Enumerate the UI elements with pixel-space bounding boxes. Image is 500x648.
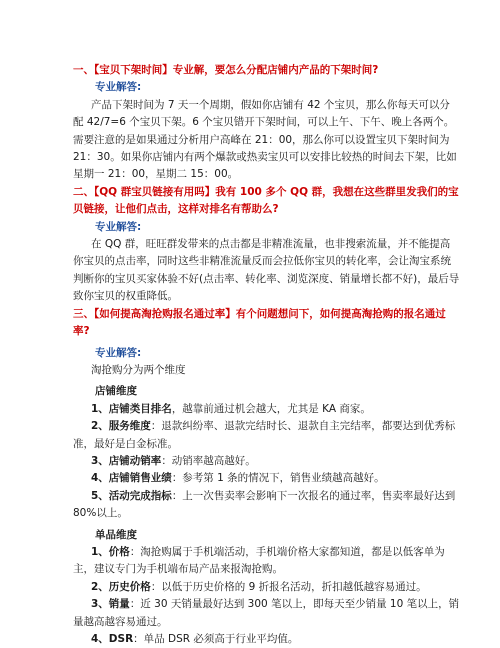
store-item xyxy=(73,418,460,453)
product-item xyxy=(73,631,460,648)
store-item-desc: ，越靠前通过机会越大，尤其是 KA 商家。 xyxy=(171,402,371,415)
store-item-desc: ：上一次售卖率会影响下一次报名的通过率，售卖率最好达到 80%以上。 xyxy=(73,489,456,520)
section-3-intro: 淘抢购分为两个维度 xyxy=(91,363,186,376)
section-3-heading: 三、【如何提高淘抢购报名通过率】有个问题想问下，如何提高淘抢购的报名通过率? xyxy=(73,307,446,338)
product-dimension-title: 单品维度 xyxy=(95,528,137,541)
store-item xyxy=(73,470,460,487)
store-item-desc: ：动销率越高越好。 xyxy=(161,454,256,467)
product-item-term: 4、DSR xyxy=(91,633,134,645)
store-item-term: 2、服务维度 xyxy=(91,420,151,433)
store-item-desc: ：退款纠纷率、退款完结时长、退款自主完结率，都要达到优秀标准，最好是白金标准。 xyxy=(73,420,456,450)
section-2-heading: 二、【QQ 群宝贝链接有用吗】我有 100 多个 QQ 群，我想在这些群里发我们的宝贝链接，让他们点击，这样对排名有帮助么? xyxy=(73,185,459,216)
store-item xyxy=(73,401,460,418)
section-1-heading: 一、【宝贝下架时间】专业解，要怎么分配店铺内产品的下架时间? xyxy=(73,64,379,76)
product-item-term: 3、销量 xyxy=(91,598,130,611)
section-3-answer-label: 专业解答: xyxy=(95,346,142,359)
product-item xyxy=(73,596,460,631)
product-item-desc: ：以低于历史价格的 9 折报名活动，折扣越低越容易通过。 xyxy=(150,580,427,593)
product-item-term: 1、价格 xyxy=(91,545,130,558)
store-item xyxy=(73,488,460,523)
store-item-term: 1、店铺类目排名 xyxy=(91,402,172,415)
store-item-term: 4、店铺销售业绩 xyxy=(91,472,172,485)
section-2-paragraph: 在 QQ 群，旺旺群发带来的点击都是非精准流量，也非搜索流量，并不能提高你宝贝的点击率，同时这些非精准流量反而会拉低你宝贝的转化率，会让淘宝系统判断你的宝贝买家体验不好(点击率、转化率、浏览深度、销量增长都不好)，最后导致你宝贝的权重降低。 xyxy=(73,238,460,303)
store-item xyxy=(73,453,460,470)
product-item xyxy=(73,544,460,579)
store-dimension-title: 店铺维度 xyxy=(95,385,137,398)
store-item-term: 3、店铺动销率 xyxy=(91,454,162,467)
product-item-desc: ：单品 DSR 必须高于行业平均值。 xyxy=(133,633,299,645)
product-item xyxy=(73,579,460,596)
product-item-term: 2、历史价格 xyxy=(91,580,151,593)
store-item-desc: ：参考第 1 条的情况下，销售业绩越高越好。 xyxy=(171,472,385,485)
section-1-answer-label: 专业解答: xyxy=(95,81,142,94)
section-1-paragraph: 产品下架时间为 7 天一个周期，假如你店铺有 42 个宝贝，那么你每天可以分配 42/7=6 个宝贝下架。6 个宝贝错开下架时间，可以上午、下午、晚上各两个。需要注意的是如果通过分析用户高峰在 21：00，那么你可以设置宝贝下架时间为 21：30。如果你店铺内有两个爆款或热卖宝贝可以安排比较热的时间去下架，比如星期一 21：00，星期二 15：00。 xyxy=(73,98,457,181)
section-2-answer-label: 专业解答: xyxy=(95,220,142,233)
product-item-desc: ：近 30 天销量最好达到 300 笔以上，即每天至少销量 10 笔以上，销量越高越容易通过。 xyxy=(73,598,460,628)
store-item-term: 5、活动完成指标 xyxy=(91,489,172,502)
product-item-desc: ：淘抢购属于手机端活动，手机端价格大家都知道，都是以低客单为主，建议专门为手机端布局产品来报淘抢购。 xyxy=(73,545,445,576)
